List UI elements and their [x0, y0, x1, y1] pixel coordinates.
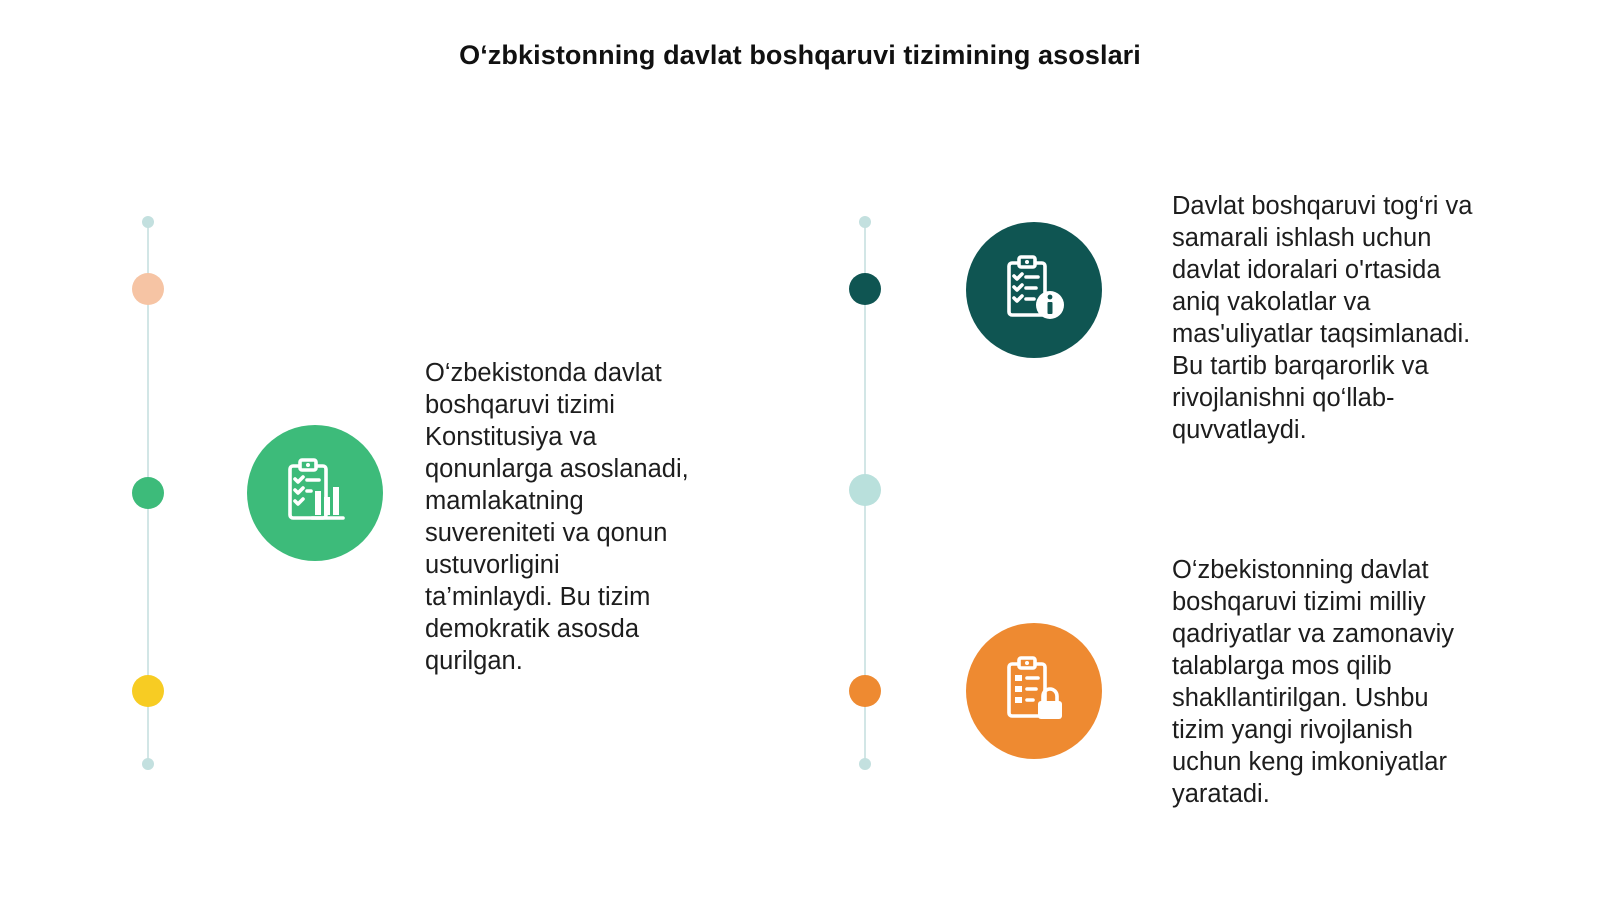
item-2-text: Davlat boshqaruvi tog‘ri va samarali ishlash uchun davlat idoralari o'rtasida aniq vakolatlar va mas'uliyatlar taqsimlanadi. Bu tartib barqarorlik va rivojlanishni qo‘llab- quvvatlaydi.	[1172, 192, 1473, 444]
timeline-dot-orange	[849, 675, 881, 707]
timeline-cap-top	[859, 216, 871, 228]
clipboard-lock-icon	[996, 653, 1072, 729]
item-1-text: O‘zbekistonda davlat boshqaruvi tizimi Konstitusiya va qonunlarga asoslanadi, mamlakatning suvereniteti va qonun ustuvorligini ta’minlaydi. Bu tizim demokratik asosda qurilgan.	[425, 359, 689, 675]
page-title: O‘zbkistonning davlat boshqaruvi tizimining asoslari	[459, 40, 1141, 70]
timeline-cap-top	[142, 216, 154, 228]
clipboard-lock-bubble	[966, 623, 1102, 759]
clipboard-chart-bubble	[247, 425, 383, 561]
clipboard-info-bubble	[966, 222, 1102, 358]
timeline-dot-peach	[132, 273, 164, 305]
clipboard-info-icon	[996, 252, 1072, 328]
timeline-dot-light-teal	[849, 474, 881, 506]
timeline-dot-dark-teal	[849, 273, 881, 305]
timeline-dot-yellow	[132, 675, 164, 707]
timeline-cap-bottom	[142, 758, 154, 770]
clipboard-chart-icon	[277, 455, 353, 531]
item-3-text: O‘zbekistonning davlat boshqaruvi tizimi milliy qadriyatlar va zamonaviy talablarga mos qilib shakllantirilgan. Ushbu tizim yangi rivojlanish uchun keng imkoniyatlar yaratadi.	[1172, 556, 1455, 808]
timeline-cap-bottom	[859, 758, 871, 770]
timeline-dot-green	[132, 477, 164, 509]
